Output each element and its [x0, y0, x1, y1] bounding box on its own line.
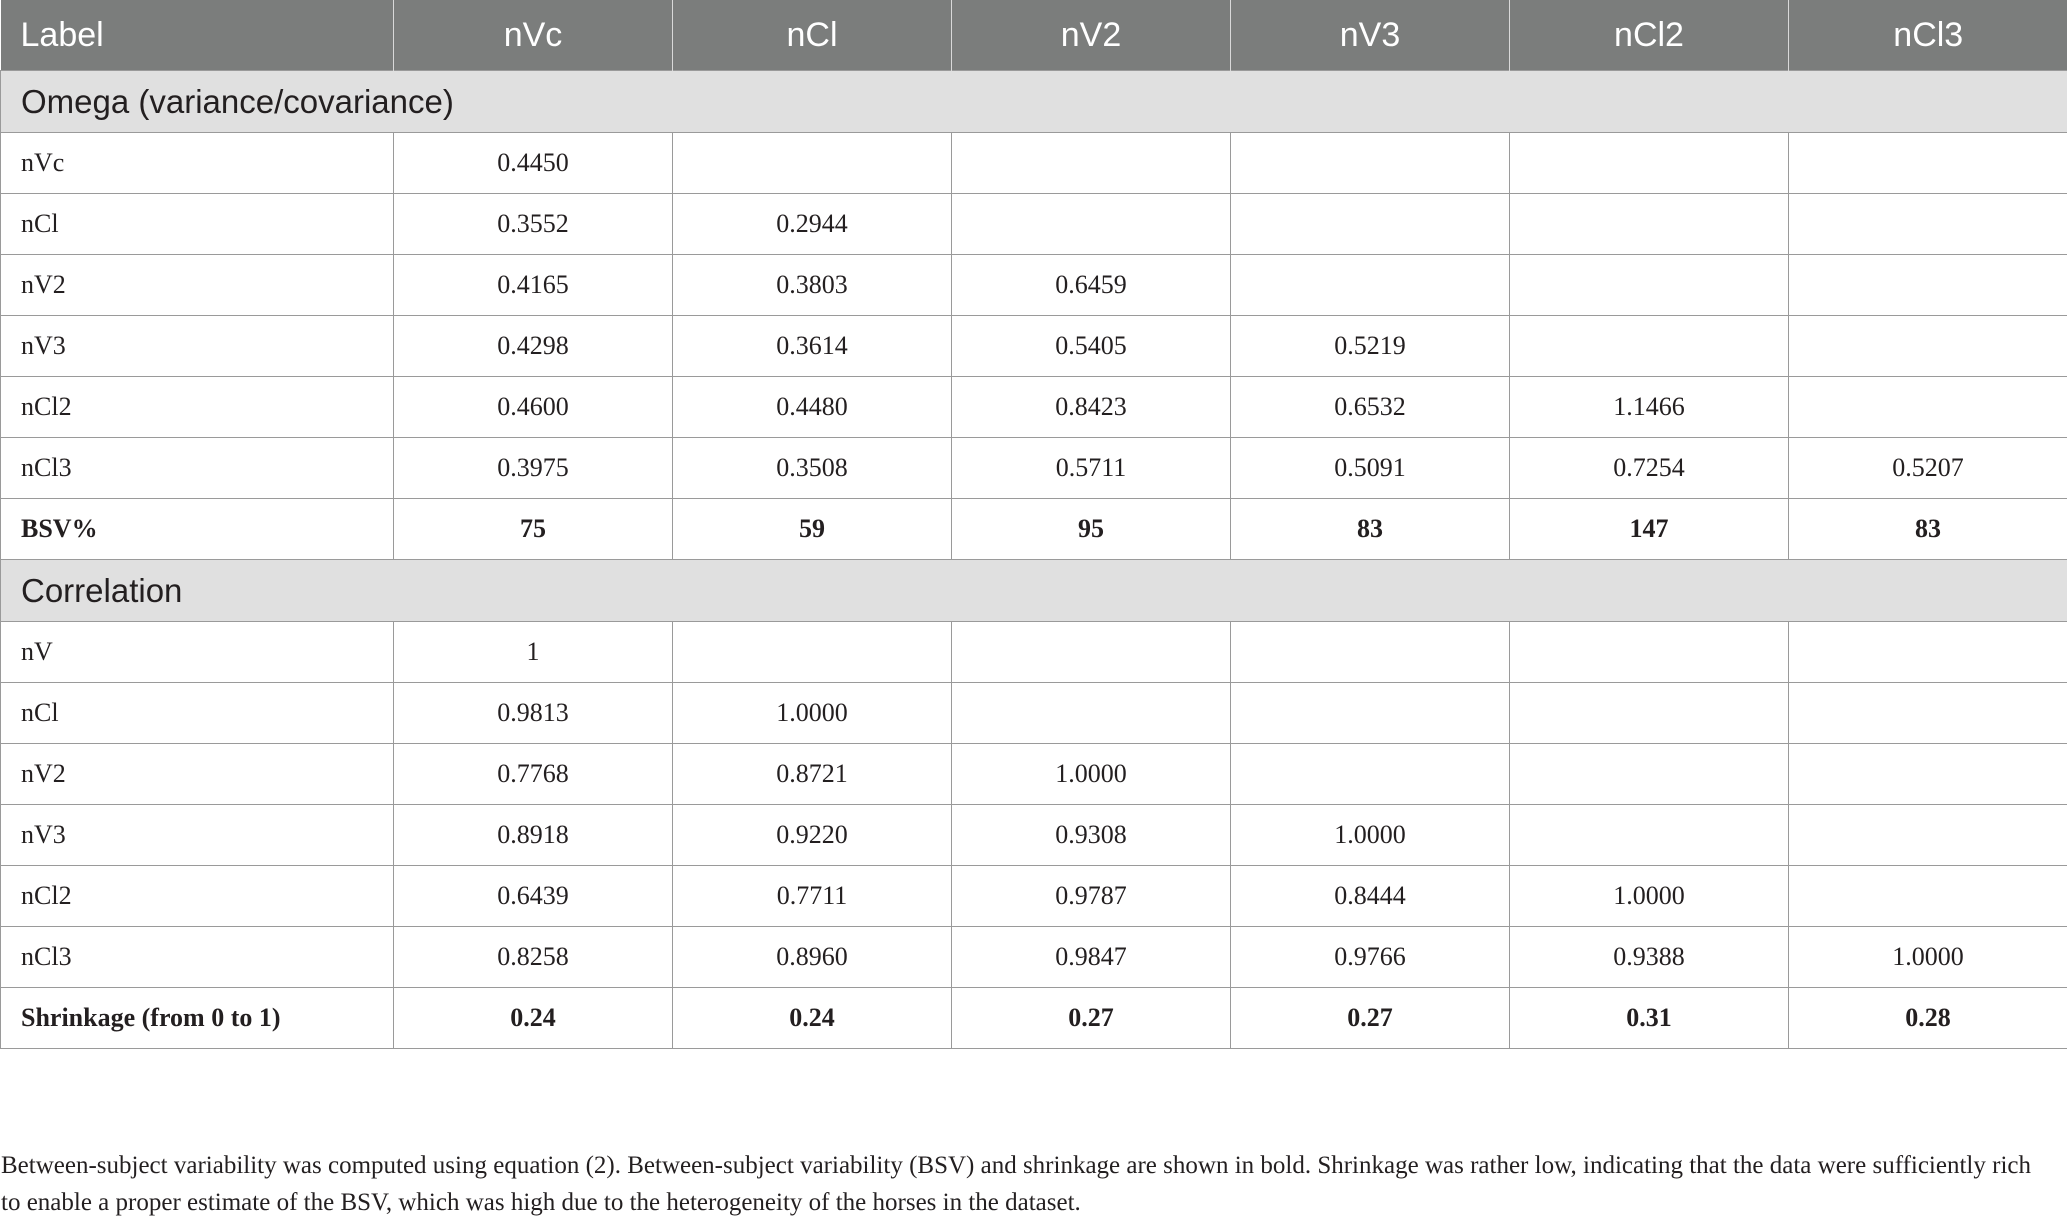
table-cell: 0.4600 [394, 377, 673, 438]
header-cell-ncl2: nCl2 [1510, 0, 1789, 71]
row-label: nV2 [1, 255, 394, 316]
table-cell: 0.9388 [1510, 927, 1789, 988]
table-cell: 0.9220 [673, 805, 952, 866]
row-label: nCl [1, 683, 394, 744]
table-row [1, 194, 2067, 255]
table-cell [952, 194, 1231, 255]
row-label: nCl3 [1, 927, 394, 988]
table-cell: 0.7768 [394, 744, 673, 805]
table-cell: 1.0000 [673, 683, 952, 744]
header-cell-nvc: nVc [394, 0, 673, 71]
summary-cell: 95 [952, 499, 1231, 560]
table-cell [1510, 194, 1789, 255]
row-label: nCl3 [1, 438, 394, 499]
table-cell [1789, 316, 2067, 377]
summary-cell: 147 [1510, 499, 1789, 560]
correlation-summary-row [1, 988, 2067, 1049]
table-cell [1510, 316, 1789, 377]
table-cell [952, 622, 1231, 683]
header-cell-label: Label [1, 0, 394, 71]
table-cell [952, 683, 1231, 744]
table-row [1, 866, 2067, 927]
table-cell [1510, 805, 1789, 866]
table-cell [673, 133, 952, 194]
table-header [1, 0, 2067, 71]
table-cell [1231, 744, 1510, 805]
row-label: nV2 [1, 744, 394, 805]
row-label: nCl [1, 194, 394, 255]
row-label: nV [1, 622, 394, 683]
table-cell: 0.8960 [673, 927, 952, 988]
table-cell: 0.3508 [673, 438, 952, 499]
table-cell [1789, 744, 2067, 805]
table-cell: 0.2944 [673, 194, 952, 255]
correlation-section-title: Correlation [1, 560, 2067, 622]
table-cell [1789, 194, 2067, 255]
table-cell: 0.6439 [394, 866, 673, 927]
omega-section-header [1, 71, 2067, 133]
header-cell-ncl3: nCl3 [1789, 0, 2067, 71]
table-cell [1789, 805, 2067, 866]
table-cell [1231, 622, 1510, 683]
table-cell: 0.9766 [1231, 927, 1510, 988]
table-cell [952, 133, 1231, 194]
header-cell-nv3: nV3 [1231, 0, 1510, 71]
table-cell: 0.7711 [673, 866, 952, 927]
table-cell: 1.1466 [1510, 377, 1789, 438]
table-cell: 0.3803 [673, 255, 952, 316]
header-row [1, 0, 2067, 71]
header-cell-nv2: nV2 [952, 0, 1231, 71]
table-cell [1789, 622, 2067, 683]
table-cell: 0.4480 [673, 377, 952, 438]
table-cell: 0.6532 [1231, 377, 1510, 438]
table-cell: 0.8258 [394, 927, 673, 988]
table-cell [1789, 255, 2067, 316]
table-cell: 0.3614 [673, 316, 952, 377]
table-cell [1789, 377, 2067, 438]
table-row [1, 438, 2067, 499]
omega-section-title: Omega (variance/covariance) [1, 71, 2067, 133]
table-row [1, 622, 2067, 683]
row-label: nV3 [1, 805, 394, 866]
table-cell: 1 [394, 622, 673, 683]
table-cell: 0.8721 [673, 744, 952, 805]
table-cell: 0.7254 [1510, 438, 1789, 499]
row-label: nCl2 [1, 377, 394, 438]
table-row [1, 805, 2067, 866]
table-cell: 1.0000 [1789, 927, 2067, 988]
summary-cell: 0.24 [394, 988, 673, 1049]
table-cell: 0.8918 [394, 805, 673, 866]
table-cell: 0.5711 [952, 438, 1231, 499]
row-label: nV3 [1, 316, 394, 377]
table-row [1, 255, 2067, 316]
summary-cell: 83 [1789, 499, 2067, 560]
table-cell: 0.4450 [394, 133, 673, 194]
table-row [1, 377, 2067, 438]
summary-label: BSV% [1, 499, 394, 560]
header-cell-ncl: nCl [673, 0, 952, 71]
table-cell: 1.0000 [952, 744, 1231, 805]
table-cell [1231, 133, 1510, 194]
summary-label: Shrinkage (from 0 to 1) [1, 988, 394, 1049]
omega-summary-row [1, 499, 2067, 560]
summary-cell: 83 [1231, 499, 1510, 560]
summary-cell: 75 [394, 499, 673, 560]
row-label: nCl2 [1, 866, 394, 927]
table-cell: 0.6459 [952, 255, 1231, 316]
table-row [1, 683, 2067, 744]
table-cell [1231, 255, 1510, 316]
table-cell [1510, 744, 1789, 805]
table-cell [1231, 194, 1510, 255]
table-cell [1510, 255, 1789, 316]
table-row [1, 133, 2067, 194]
table-cell: 0.5219 [1231, 316, 1510, 377]
table-footnote: Between-subject variability was computed using equation (2). Between-subject variability (BSV) and shrinkage are shown in bold. Shrinkage was rather low, indicating that the data were sufficiently rich to enable a proper estimate of the BSV, which was high due to the heterogeneity of the horses in the dataset. [1, 1147, 2041, 1221]
table-row [1, 316, 2067, 377]
table-cell: 0.8444 [1231, 866, 1510, 927]
table-cell: 0.9308 [952, 805, 1231, 866]
table-cell: 1.0000 [1510, 866, 1789, 927]
table-cell [1789, 683, 2067, 744]
table-cell [1789, 866, 2067, 927]
summary-cell: 0.28 [1789, 988, 2067, 1049]
summary-cell: 0.27 [1231, 988, 1510, 1049]
table-cell: 0.9787 [952, 866, 1231, 927]
summary-cell: 0.24 [673, 988, 952, 1049]
summary-cell: 59 [673, 499, 952, 560]
table-cell [1510, 622, 1789, 683]
table-cell: 0.4165 [394, 255, 673, 316]
table-cell [1510, 133, 1789, 194]
table-cell: 0.3552 [394, 194, 673, 255]
table-cell: 0.5405 [952, 316, 1231, 377]
table-cell: 0.4298 [394, 316, 673, 377]
table-cell: 0.9813 [394, 683, 673, 744]
summary-cell: 0.31 [1510, 988, 1789, 1049]
table-cell: 0.9847 [952, 927, 1231, 988]
table-cell [673, 622, 952, 683]
table-cell [1510, 683, 1789, 744]
table-cell: 0.5091 [1231, 438, 1510, 499]
correlation-section-header [1, 560, 2067, 622]
row-label: nVc [1, 133, 394, 194]
table-cell: 0.5207 [1789, 438, 2067, 499]
table-cell: 0.8423 [952, 377, 1231, 438]
table-row [1, 744, 2067, 805]
table-body [1, 71, 2067, 1049]
table-cell [1789, 133, 2067, 194]
table-cell [1231, 683, 1510, 744]
table-cell: 1.0000 [1231, 805, 1510, 866]
summary-cell: 0.27 [952, 988, 1231, 1049]
table-row [1, 927, 2067, 988]
table-cell: 0.3975 [394, 438, 673, 499]
